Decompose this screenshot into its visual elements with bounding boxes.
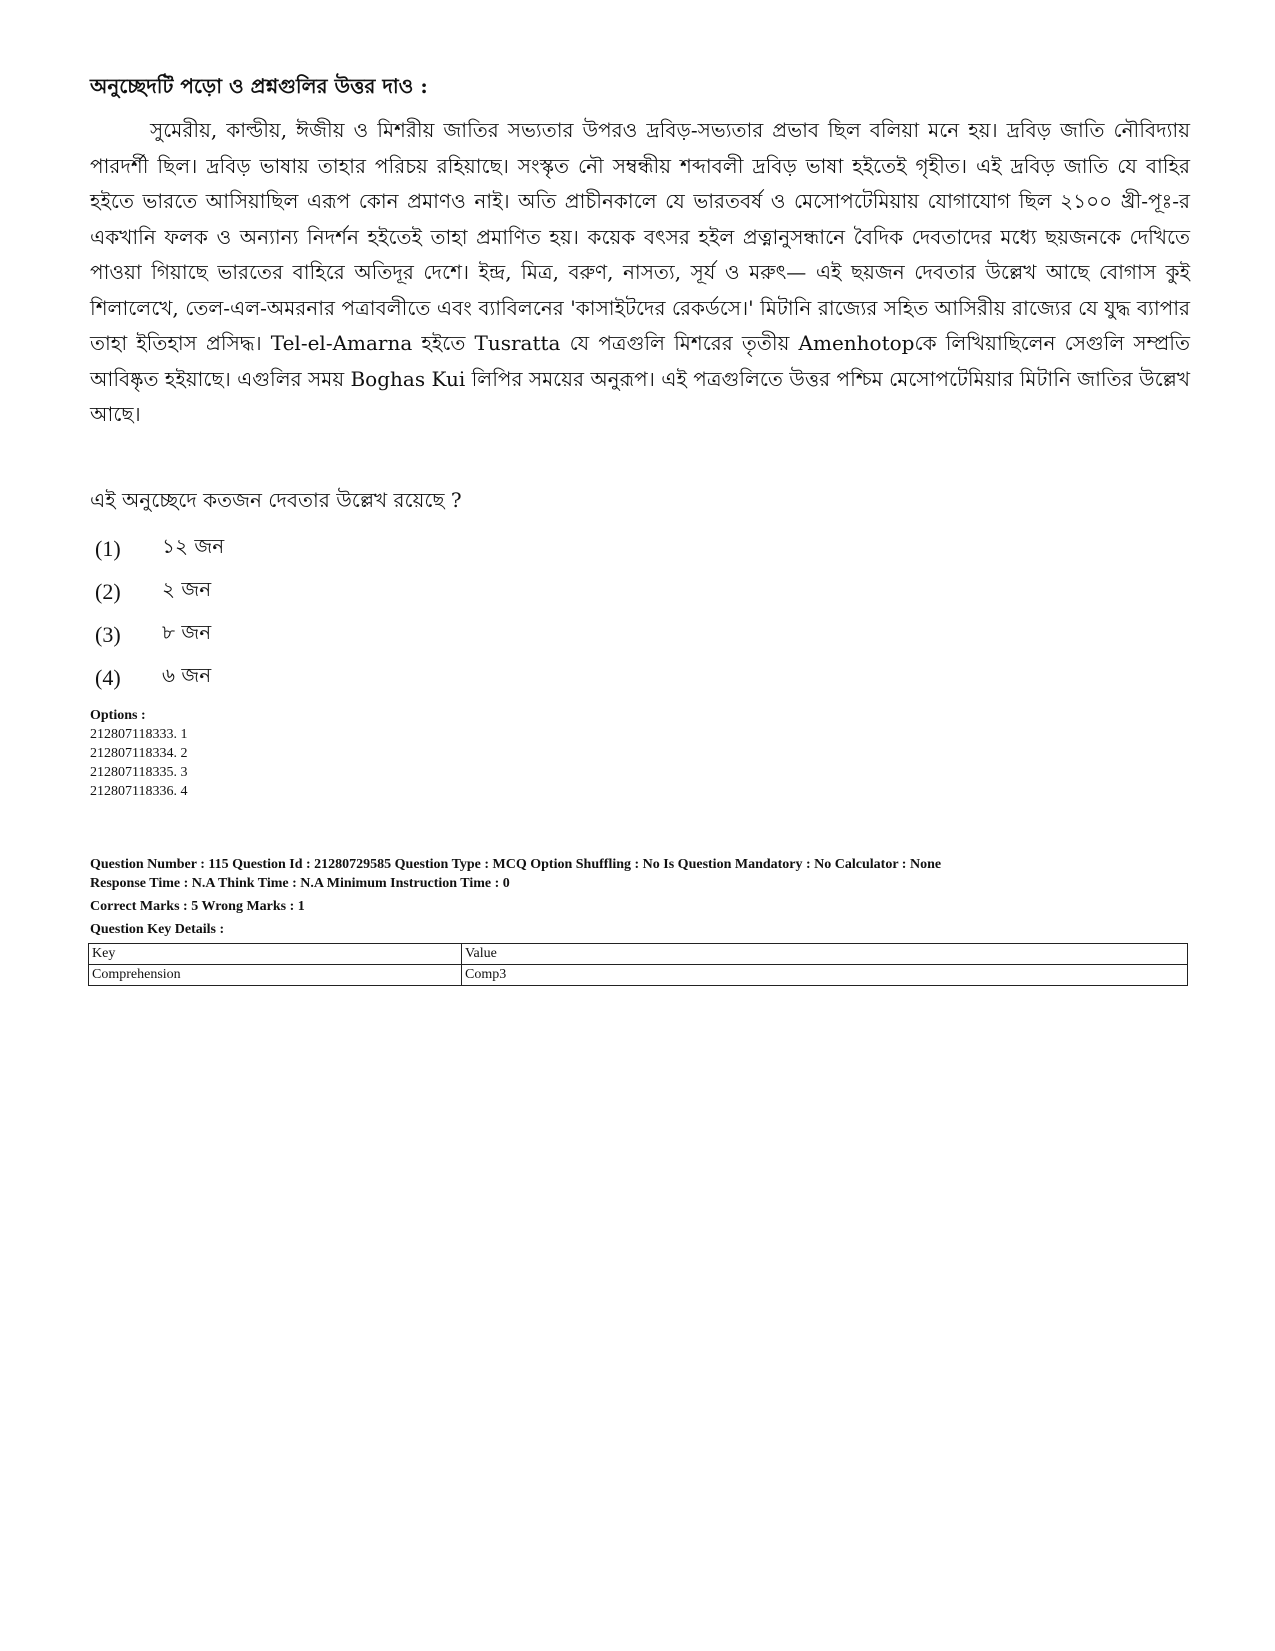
table-header-cell: Value bbox=[462, 944, 1188, 965]
table-header-cell: Key bbox=[89, 944, 462, 965]
option-id-list bbox=[90, 706, 187, 801]
comprehension-passage: সুমেরীয়, কাল্ডীয়, ঈজীয় ও মিশরীয় জাতির সভ্যতার উপরও দ্রবিড়-সভ্যতার প্রভাব ছিল বলিয়া মনে হয়। দ্রবিড় জাতি নৌবিদ্যায় পারদর্শী ছিল। দ্রবিড় ভাষায় তাহার পরিচয় রহিয়াছে। সংস্কৃত নৌ সম্বন্ধীয় শব্দাবলী দ্রবিড় ভাষা হইতেই গৃহীত। এই দ্রবিড় জাতি যে বাহির হইতে ভারতে আসিয়াছিল এরূপ কোন প্রমাণও নাই। অতি প্রাচীনকালে যে ভারতবর্ষ ও মেসোপটেমিয়ায় যোগাযোগ ছিল ২১০০ খ্রী-পূঃ-র একখানি ফলক ও অন্যান্য নিদর্শন হইতেই তাহা প্রমাণিত হয়। কয়েক বৎসর হইল প্রত্নানুসন্ধানে বৈদিক দেবতাদের মধ্যে ছয়জনকে দেখিতে পাওয়া গিয়াছে ভারতের বাহিরে অতিদূর দেশে। ইন্দ্র, মিত্র, বরুণ, নাসত্য, সূর্য ও মরুৎ— এই ছয়জন দেবতার উল্লেখ আছে বোগাস কুই শিলালেখে, তেল-এল-অমরনার পত্রাবলীতে এবং ব্যাবিলনের 'কাসাইটদের রেকর্ডসে।' মিটানি রাজ্যের সহিত আসিরীয় রাজ্যের যে যুদ্ধ ব্যাপার তাহা ইতিহাস প্রসিদ্ধ। Tel-el-Amarna হইতে Tusratta যে পত্রগুলি মিশরের তৃতীয় Amenhotopকে লিখিয়াছিলেন সেগুলি সম্প্রতি আবিষ্কৃত হইয়াছে। এগুলির সময় Boghas Kui লিপির সময়ের অনুরূপ। এই পত্রগুলিতে উত্তর পশ্চিম মেসোপটেমিয়ার মিটানি জাতির উল্লেখ আছে। bbox=[90, 118, 1190, 426]
table-row bbox=[89, 965, 1188, 986]
option-id: 212807118333. 1 bbox=[90, 727, 188, 742]
option-id: 212807118336. 4 bbox=[90, 784, 188, 799]
option-number: (1) bbox=[95, 535, 121, 561]
option-text: ১২ জন bbox=[162, 534, 225, 558]
option-text: ২ জন bbox=[162, 577, 212, 601]
option-number: (4) bbox=[95, 664, 121, 690]
option-id: 212807118334. 2 bbox=[90, 746, 188, 761]
answer-option-list bbox=[95, 527, 224, 699]
options-label: Options : bbox=[90, 708, 146, 723]
option-id: 212807118335. 3 bbox=[90, 765, 188, 780]
option-number: (3) bbox=[95, 621, 121, 647]
answer-option bbox=[95, 527, 224, 570]
question-details bbox=[90, 855, 1190, 939]
question-key-table bbox=[88, 943, 1188, 986]
question-text: এই অনুচ্ছেদে কতজন দেবতার উল্লেখ রয়েছে ? bbox=[90, 488, 462, 512]
answer-option bbox=[95, 656, 224, 699]
question-meta-line: Question Number : 115 Question Id : 21280729585 Question Type : MCQ Option Shuffling : No Is Question Mandatory : No Calculator : None bbox=[90, 857, 942, 872]
instruction-heading: অনুচ্ছেদটি পড়ো ও প্রশ্নগুলির উত্তর দাও : bbox=[90, 74, 428, 98]
table-cell: Comprehension bbox=[89, 965, 462, 986]
option-number: (2) bbox=[95, 578, 121, 604]
answer-option bbox=[95, 570, 224, 613]
option-text: ৬ জন bbox=[162, 663, 212, 687]
table-header-row bbox=[89, 944, 1188, 965]
marks-line: Correct Marks : 5 Wrong Marks : 1 bbox=[90, 899, 305, 914]
option-text: ৮ জন bbox=[162, 620, 212, 644]
answer-option bbox=[95, 613, 224, 656]
question-meta-line: Response Time : N.A Think Time : N.A Minimum Instruction Time : 0 bbox=[90, 876, 510, 891]
key-details-label: Question Key Details : bbox=[90, 922, 225, 937]
table-cell: Comp3 bbox=[462, 965, 1188, 986]
